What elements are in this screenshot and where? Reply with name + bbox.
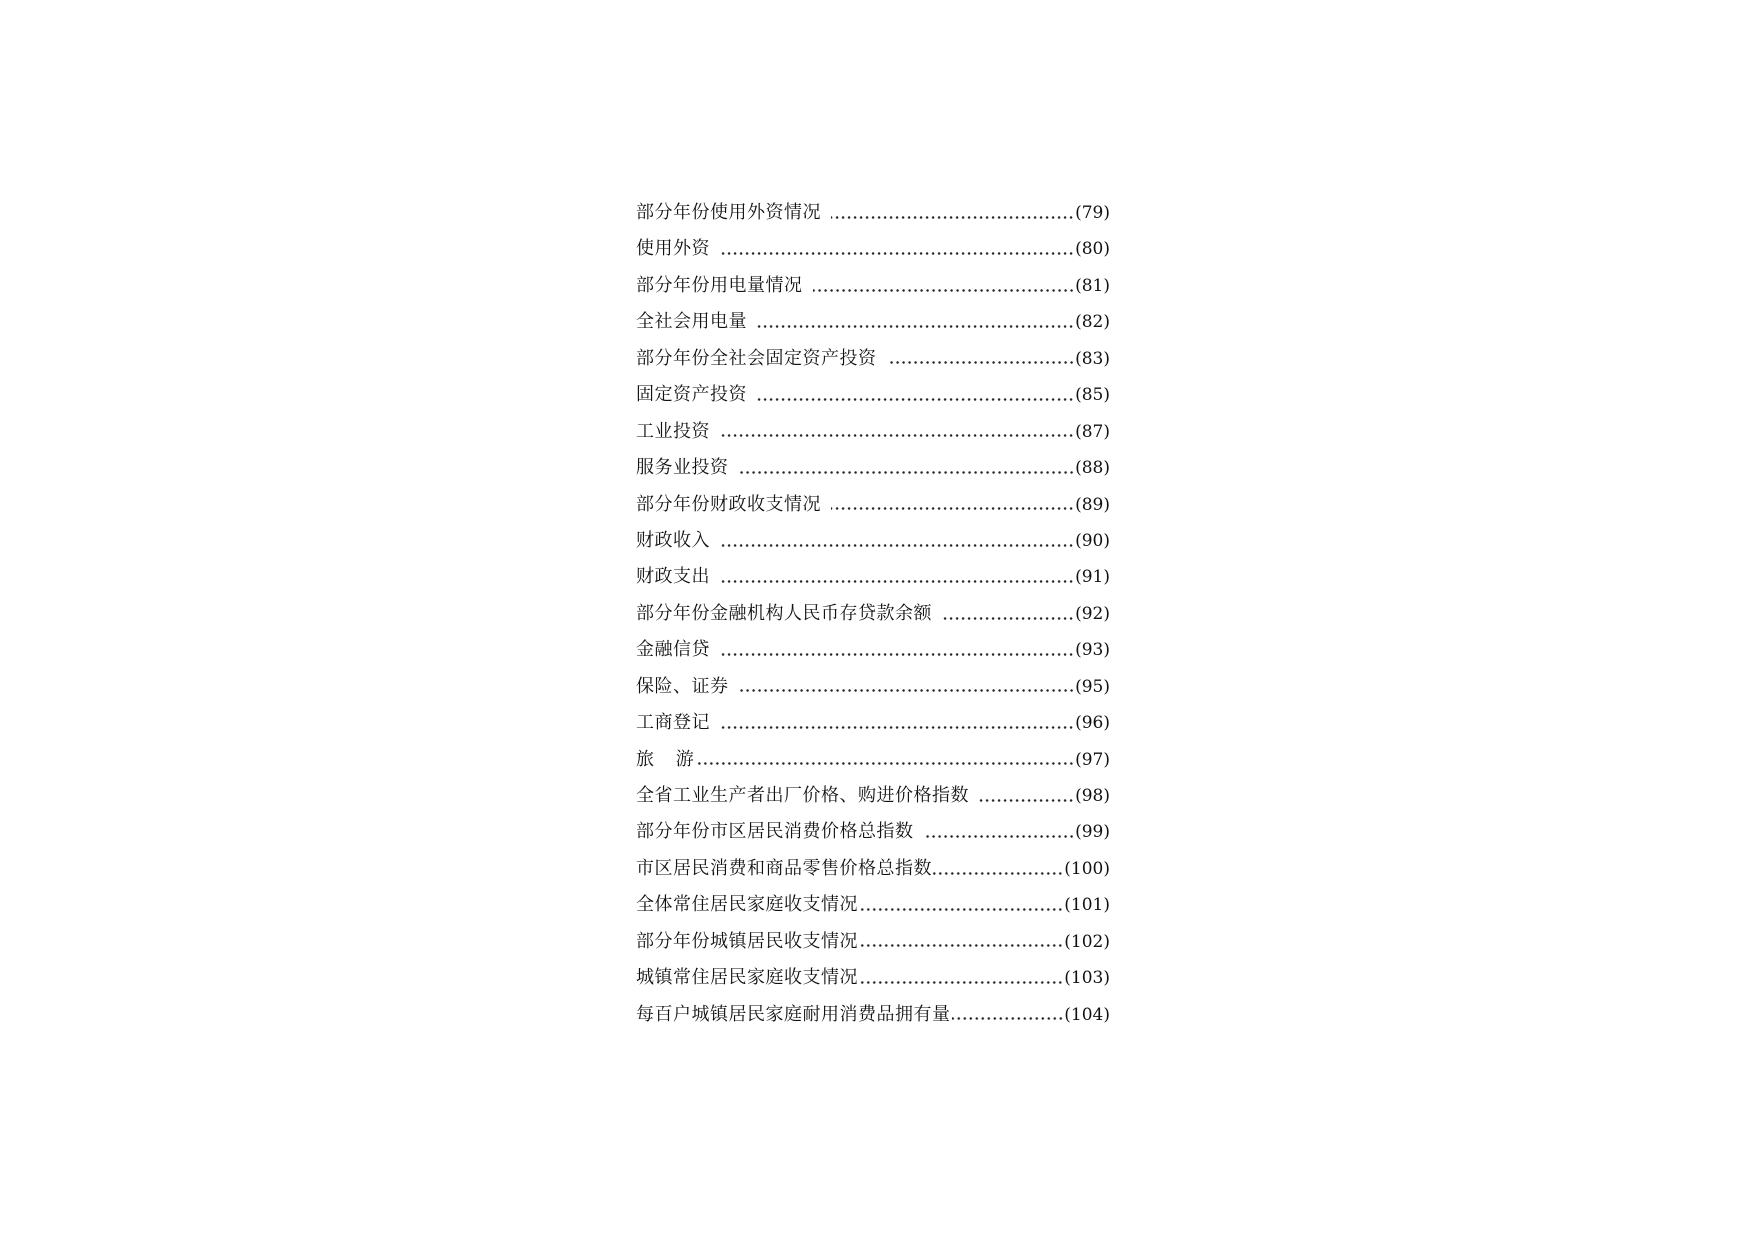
toc-entry[interactable] — [636, 851, 1110, 887]
dot-leader — [831, 507, 1074, 510]
toc-entry[interactable] — [636, 268, 1110, 304]
dot-leader — [859, 908, 1063, 911]
toc-entry-title: 工业投资 — [636, 420, 710, 442]
toc-entry-page: (85) — [1075, 385, 1110, 406]
table-of-contents — [636, 195, 1110, 1033]
toc-entry-page: (98) — [1075, 786, 1110, 806]
toc-entry[interactable] — [636, 523, 1110, 559]
toc-entry-title: 使用外资 — [636, 238, 710, 260]
toc-entry-page: (80) — [1075, 239, 1110, 260]
toc-entry-page: (83) — [1075, 348, 1110, 369]
toc-entry-page: (102) — [1064, 931, 1110, 952]
toc-entry-title: 部分年份市区居民消费价格总指数 — [636, 821, 914, 843]
toc-entry-page: (87) — [1075, 421, 1110, 442]
toc-entry[interactable] — [636, 596, 1110, 632]
toc-entry[interactable] — [636, 887, 1110, 923]
toc-entry-title: 城镇常住居民家庭收支情况 — [636, 967, 858, 989]
dot-leader — [887, 361, 1075, 364]
toc-entry-title: 全社会用电量 — [636, 311, 747, 333]
toc-entry[interactable] — [636, 705, 1110, 741]
toc-entry[interactable] — [636, 450, 1110, 486]
toc-entry-page: (91) — [1075, 567, 1110, 588]
toc-entry-page: (79) — [1075, 203, 1110, 223]
toc-entry-page: (96) — [1075, 713, 1110, 734]
toc-entry-title: 财政收入 — [636, 529, 710, 551]
dot-leader — [720, 252, 1074, 255]
toc-entry[interactable] — [636, 377, 1110, 413]
toc-entry[interactable] — [636, 559, 1110, 595]
toc-entry-title: 部分年份用电量情况 — [636, 274, 803, 296]
toc-entry[interactable] — [636, 487, 1110, 523]
toc-entry-page: (90) — [1075, 530, 1110, 551]
toc-entry-page: (88) — [1075, 458, 1110, 479]
toc-entry-page: (97) — [1075, 749, 1110, 770]
dot-leader — [933, 872, 1063, 875]
toc-entry-title: 部分年份城镇居民收支情况 — [636, 930, 858, 952]
dot-leader — [720, 544, 1074, 547]
toc-entry-page: (95) — [1075, 676, 1110, 697]
toc-entry[interactable] — [636, 231, 1110, 267]
toc-entry-title: 工商登记 — [636, 712, 710, 734]
toc-entry-page: (81) — [1075, 275, 1110, 296]
dot-leader — [924, 835, 1075, 838]
dot-leader — [979, 799, 1074, 802]
toc-entry-page: (99) — [1075, 822, 1110, 843]
toc-entry-title: 全省工业生产者出厂价格、购进价格指数 — [636, 785, 969, 806]
toc-entry-title: 部分年份使用外资情况 — [636, 202, 821, 223]
toc-entry-title: 每百户城镇居民家庭耐用消费品拥有量 — [636, 1003, 951, 1025]
toc-entry[interactable] — [636, 669, 1110, 705]
dot-leader — [942, 617, 1074, 620]
dot-leader — [720, 434, 1074, 437]
dot-leader — [720, 580, 1074, 583]
toc-entry-page: (100) — [1064, 858, 1110, 879]
dot-leader — [813, 289, 1075, 292]
toc-entry-title: 旅 游 — [636, 748, 694, 770]
dot-leader — [859, 944, 1063, 947]
toc-entry-title: 财政支出 — [636, 566, 710, 588]
toc-entry[interactable] — [636, 742, 1110, 778]
dot-leader — [720, 653, 1074, 656]
toc-entry-page: (101) — [1064, 895, 1110, 916]
dot-leader — [831, 216, 1074, 219]
toc-entry[interactable] — [636, 341, 1110, 377]
toc-entry[interactable] — [636, 960, 1110, 996]
toc-entry-title: 固定资产投资 — [636, 384, 747, 406]
dot-leader — [739, 689, 1075, 692]
dot-leader — [757, 325, 1074, 328]
toc-entry[interactable] — [636, 414, 1110, 450]
toc-entry-page: (82) — [1075, 312, 1110, 333]
toc-entry[interactable] — [636, 195, 1110, 231]
toc-entry-title: 部分年份全社会固定资产投资 — [636, 347, 877, 369]
toc-entry[interactable] — [636, 997, 1110, 1033]
toc-entry-title: 全体常住居民家庭收支情况 — [636, 894, 858, 916]
toc-entry-page: (104) — [1064, 1004, 1110, 1025]
toc-entry-page: (103) — [1064, 968, 1110, 989]
toc-entry-title: 市区居民消费和商品零售价格总指数 — [636, 857, 932, 879]
dot-leader — [859, 981, 1063, 984]
dot-leader — [695, 762, 1074, 765]
toc-entry[interactable] — [636, 632, 1110, 668]
toc-entry-title: 部分年份金融机构人民币存贷款余额 — [636, 602, 932, 624]
toc-entry[interactable] — [636, 814, 1110, 850]
toc-entry[interactable] — [636, 778, 1110, 814]
dot-leader — [720, 726, 1074, 729]
toc-entry-title: 保险、证券 — [636, 675, 729, 697]
toc-entry-page: (93) — [1075, 640, 1110, 661]
toc-entry-title: 部分年份财政收支情况 — [636, 493, 821, 515]
toc-entry-page: (89) — [1075, 494, 1110, 515]
dot-leader — [739, 471, 1075, 474]
dot-leader — [952, 1017, 1064, 1020]
toc-entry[interactable] — [636, 924, 1110, 960]
toc-entry-title: 金融信贷 — [636, 639, 710, 661]
toc-entry-page: (92) — [1075, 603, 1110, 624]
toc-entry-title: 服务业投资 — [636, 457, 729, 479]
dot-leader — [757, 398, 1074, 401]
toc-entry[interactable] — [636, 304, 1110, 340]
